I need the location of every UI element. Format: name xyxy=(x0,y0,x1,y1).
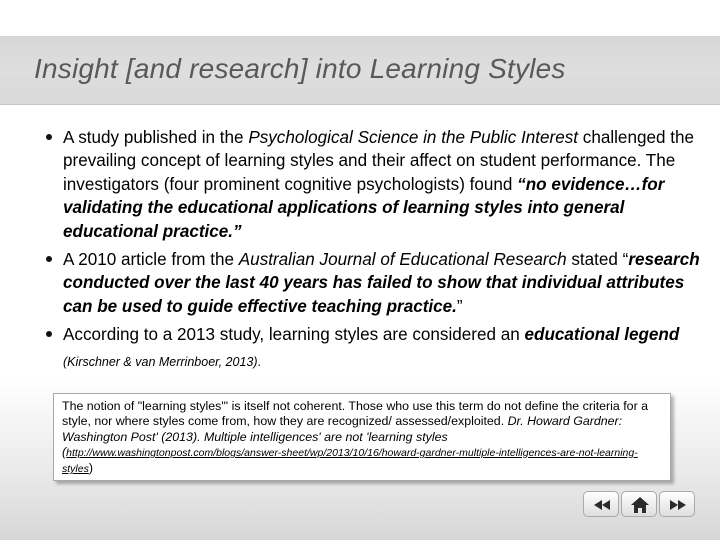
quote-text: The notion of "learning styles"' is itself not coherent. Those who use this term do not define the criteria for a style, nor where styles come from, how they are recognized/ assessed/exploited. xyxy=(62,399,649,429)
bullet-text: ” xyxy=(456,296,463,316)
emphasized-term: educational legend xyxy=(524,325,680,345)
bullet-list xyxy=(44,126,700,379)
quote-attribution: Dr. Howard Gardner: Washington Post' (2013). Multiple intelligences' are not 'learning styles ( xyxy=(62,414,623,459)
bullet-text: stated “ xyxy=(566,250,629,270)
bullet-text: . xyxy=(257,354,262,369)
home-button[interactable] xyxy=(621,491,657,517)
bullet-text: According to a 2013 study, learning styles are considered an xyxy=(63,325,525,345)
citation: (Kirschner & van Merrinboer, 2013) xyxy=(63,354,258,369)
next-slide-button[interactable] xyxy=(659,491,695,517)
journal-name: Australian Journal of Educational Research xyxy=(238,250,567,270)
bullet-text: A 2010 article from the xyxy=(63,250,239,270)
bullet-text: challenged the prevailing concept of learning styles and their affect on student performance. The investigators (four prominent cognitive psychologists) found xyxy=(63,128,694,194)
rewind-icon xyxy=(584,492,620,518)
source-link[interactable]: http://www.washingtonpost.com/blogs/answer-sheet/wp/2013/10/16/howard-gardner-multiple-intelligences-are-not-learning-styles xyxy=(62,446,638,476)
bullet-dot-icon xyxy=(46,331,52,337)
bullet-item xyxy=(44,126,700,243)
bullet-dot-icon xyxy=(46,134,52,140)
emphasized-quote: “no evidence…for validating the educational applications of learning styles into general educational practice.” xyxy=(63,174,665,241)
bullet-item xyxy=(44,323,700,374)
bullet-item xyxy=(44,248,700,318)
previous-slide-button[interactable] xyxy=(583,491,619,517)
bullet-text: A study published in the xyxy=(63,128,249,147)
quote-box xyxy=(53,393,671,481)
slide-title: Insight [and research] into Learning Styles xyxy=(34,53,566,84)
journal-name: Psychological Science in the Public Interest xyxy=(248,128,579,147)
bullet-dot-icon xyxy=(46,256,52,262)
emphasized-quote: research conducted over the last 40 years has failed to show that individual attributes can be used to guide effective teaching practice. xyxy=(63,250,700,316)
quote-text: ) xyxy=(88,461,93,476)
fast-forward-icon xyxy=(660,492,696,518)
home-icon xyxy=(622,492,658,518)
